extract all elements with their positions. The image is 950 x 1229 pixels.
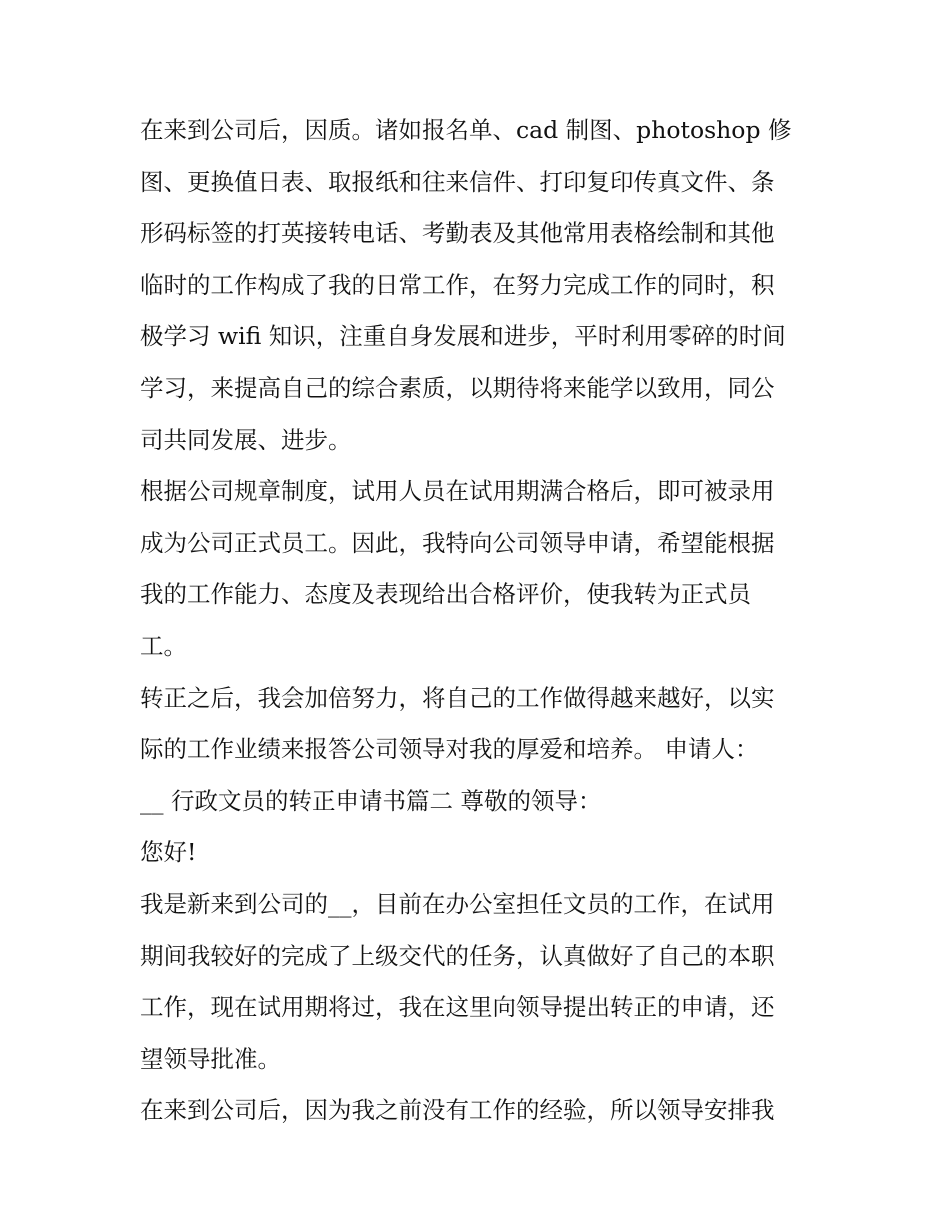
text-line-5: 极学习 wifi 知识，注重自身发展和进步，平时利用零碎的时间 <box>140 322 786 351</box>
text-line-8: 根据公司规章制度，试用人员在试用期满合格后，即可被录用 <box>140 477 775 506</box>
text-line-9: 成为公司正式员工。因此，我特向公司领导申请，希望能根据 <box>140 528 775 557</box>
text-line-13: 际的工作业绩来报答公司领导对我的厚爱和培养。 申请人： <box>140 735 759 764</box>
text-line-17: 期间我较好的完成了上级交代的任务，认真做好了自己的本职 <box>140 941 775 970</box>
text-line-16: 我是新来到公司的__，目前在办公室担任文员的工作，在试用 <box>140 889 775 918</box>
text-line-7: 司共同发展、进步。 <box>140 425 352 454</box>
document-body <box>140 105 820 1137</box>
text-line-18: 工作，现在试用期将过，我在这里向领导提出转正的申请，还 <box>140 993 775 1022</box>
text-line-15: 您好! <box>140 838 197 867</box>
text-line-19: 望领导批准。 <box>140 1044 281 1073</box>
text-line-4: 临时的工作构成了我的日常工作，在努力完成工作的同时，积 <box>140 270 775 299</box>
text-line-6: 学习，来提高自己的综合素质，以期待将来能学以致用，同公 <box>140 373 775 402</box>
text-line-11: 工。 <box>140 631 187 660</box>
text-line-3: 形码标签的打英接转电话、考勤表及其他常用表格绘制和其他 <box>140 219 775 248</box>
text-line-12: 转正之后，我会加倍努力，将自己的工作做得越来越好，以实 <box>140 683 775 712</box>
text-line-2: 图、更换值日表、取报纸和往来信件、打印复印传真文件、条 <box>140 167 775 196</box>
text-line-10: 我的工作能力、态度及表现给出合格评价，使我转为正式员 <box>140 580 751 609</box>
text-line-20: 在来到公司后，因为我之前没有工作的经验，所以领导安排我 <box>140 1096 775 1125</box>
text-line-1: 在来到公司后，因质。诸如报名单、cad 制图、photoshop 修 <box>140 116 792 144</box>
text-line-14: __ 行政文员的转正申请书篇二 尊敬的领导： <box>140 786 602 815</box>
